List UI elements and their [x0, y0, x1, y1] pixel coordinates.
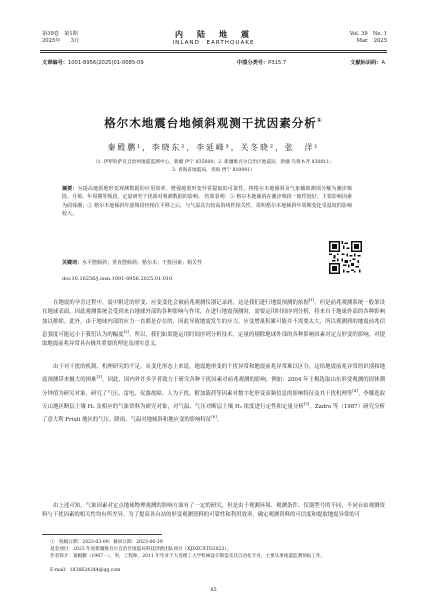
title-footnote-mark: ① — [316, 117, 323, 125]
paragraph-text: 。 — [216, 416, 223, 423]
page-number: 85 — [210, 587, 217, 593]
citation: [3] — [96, 374, 102, 380]
paper-title-text: 格尔木地震台地倾斜观测干扰因素分析 — [104, 116, 317, 130]
body-paragraph-2 — [42, 363, 385, 425]
journal-name-cn: 内 陆 地 震 — [175, 29, 252, 39]
qr-code — [329, 241, 362, 274]
document-code-value: A — [381, 60, 385, 66]
paragraph-text: 。所以，我们如果能运用时间序列分析技术，定量的剔除地球外部的各种影响因素对定点形变的影响，对提取地震前兆异常具有极其重要的理论及现实意义。 — [42, 331, 385, 348]
citation: [2] — [123, 329, 130, 335]
clc-number — [237, 59, 286, 66]
header-vol-en: Vol. 39 No. 1 — [349, 31, 387, 37]
authors: 秦殿鹏¹，李晓东²，李延峰³，关冬晓²，张 洋¹ — [107, 143, 320, 152]
abstract-text: 为提高地震地形变观测数据的应用效率，增强地震形变异常提取的可靠性。将格尔木地倾斜及气象辅助测项分解为潮汐频段、月频、年周期等频段，定量研究干扰源对观测数据的影响。 结果表明：① 格尔木地倾斜在潮汐频段一致性较好，主要影响因素为固体潮；② 格尔木地倾斜年波频段经相位平移之后，与气温具有较高的线性相关性，说明格尔木地倾斜年周期变化受温度的影响较大。 — [62, 186, 352, 217]
header-volume-cn: 第39卷 第1期 — [42, 31, 78, 37]
article-number-label: 文章编号： — [42, 60, 68, 66]
footnote-author-bio: 作者简介：秦殿鹏（1987－），男，工程师，2011 年毕业于大连理工大学机械设计制造及其自动化专业，主要从事地震监测预报工作。 — [50, 554, 326, 559]
header-date-cn: 2025年 3月 — [42, 38, 80, 44]
citation: [6] — [211, 414, 217, 420]
affiliations — [60, 159, 367, 175]
journal-name-en: INLAND EARTHQUAKE — [172, 40, 255, 46]
body-paragraph-3: 由上述可知，气象因素对定点地球物理观测的影响方面有了一定的研究，但是由于观测环境、观测条件、仪器型号的不同，不同台站观测资料与干扰因素的相关性均有所差异。为了提高各台站的形变观测资料的可靠性和利用效率，确定观测资料的可信度和提取地震异常的可 — [42, 503, 385, 519]
affiliation-line: （1. 伊犁哈萨克自治州地震监测中心，新疆 伊宁 835000；2. 新疆维吾尔自治区地震局，新疆 乌鲁木齐 830011； — [92, 160, 335, 165]
clc-value: P315.7 — [268, 60, 287, 66]
footnote-received: ① 收稿日期：2023-03-09；修回日期：2023-06-19 — [50, 540, 163, 545]
citation: [1] — [308, 297, 315, 302]
doi[interactable]: doi:10.16256/j.issn.1001-8956.2025.01.010 — [62, 276, 173, 282]
paragraph-text: 。Zadro 等（1987）研究分析了意大利 Friuli 地区的气压、降雨、气温对地倾斜和地应变的影响特征 — [42, 403, 385, 423]
clc-label: 中图分类号： — [237, 60, 269, 66]
affiliation-line: 3. 青海省地震局，青海 西宁 810001） — [171, 168, 256, 173]
document-code — [350, 59, 385, 66]
paragraph-text: 。但是前兆观测系统一般架设在地球表面，因此观测系统会受到来自地球外部的各种影响与作用，在进行地震预测时，需要运用时间序列分析，将来自于地球外部的各种影响加以排除。此外，由于地球内部的应力一直都是存在的，因此导致地震发生的应力、应变增量积累可能并不需要太大，所以观测到的地震前兆信息强度可能远小于我们认为的幅度 — [42, 299, 385, 338]
abstract — [62, 185, 352, 218]
paragraph-text: 在地震的孕育过程中，震中附近的形变、应变变化会被前兆观测仪器记录到，这是我们进行地震预测的依据 — [53, 299, 309, 306]
article-number-value: 1001-8956(2025)01-0085-09 — [67, 60, 144, 66]
paragraph-text: 由于对干扰的机制、机理研究的不足，从变化形态上来说，地震地形变的干扰异常和地震前兆异常难以区分，这给地震前兆异常的识别和地震预测带来极大的困难 — [42, 364, 385, 384]
paper-title — [0, 115, 427, 131]
paragraph-text: 。李娜选取天山地区断层土壤 H₂ 及相应的气象资料为研究对象，对气温、气压对断层土壤 H₂ 浓度进行定性和定量分析 — [42, 390, 385, 410]
keywords — [62, 259, 312, 267]
citation: [5] — [303, 400, 310, 406]
header-rule-thick — [40, 50, 387, 51]
header-date-en: Mar. 2025 — [356, 38, 387, 44]
document-code-label: 文献标识码： — [350, 60, 382, 66]
footnote-funding: 基金项目：2023 年度新疆维吾尔自治区地震局科技创新团队项目（XJDZCXTD2023）。 — [50, 547, 232, 552]
header-rule-thin — [40, 52, 387, 53]
body-paragraph-1 — [42, 295, 385, 350]
header-volume-en — [350, 31, 387, 45]
article-number — [42, 59, 144, 66]
citation: [4] — [352, 387, 358, 393]
footnote-email[interactable]: E-mail：1836624244@qq.com — [50, 568, 121, 573]
footnote-rule — [42, 534, 162, 535]
abstract-label: 摘要： — [62, 186, 78, 192]
keywords-text: 水平摆倾斜；垂直摆倾斜；格尔木；干扰因素；相关性 — [82, 260, 203, 266]
keywords-label: 关键词： — [62, 260, 83, 266]
paragraph-text: 。因此，国内外许多学者致力于研究各种干扰因素对前兆观测的影响，例如：2004 年王梅选取山东形变观测的固体潮分钟值为研究对象，研究了气压、雷电、仪器故障、人为干扰、附加载荷等因素对数字化形变高频信息的影响特征及其干扰机理等 — [42, 377, 385, 397]
